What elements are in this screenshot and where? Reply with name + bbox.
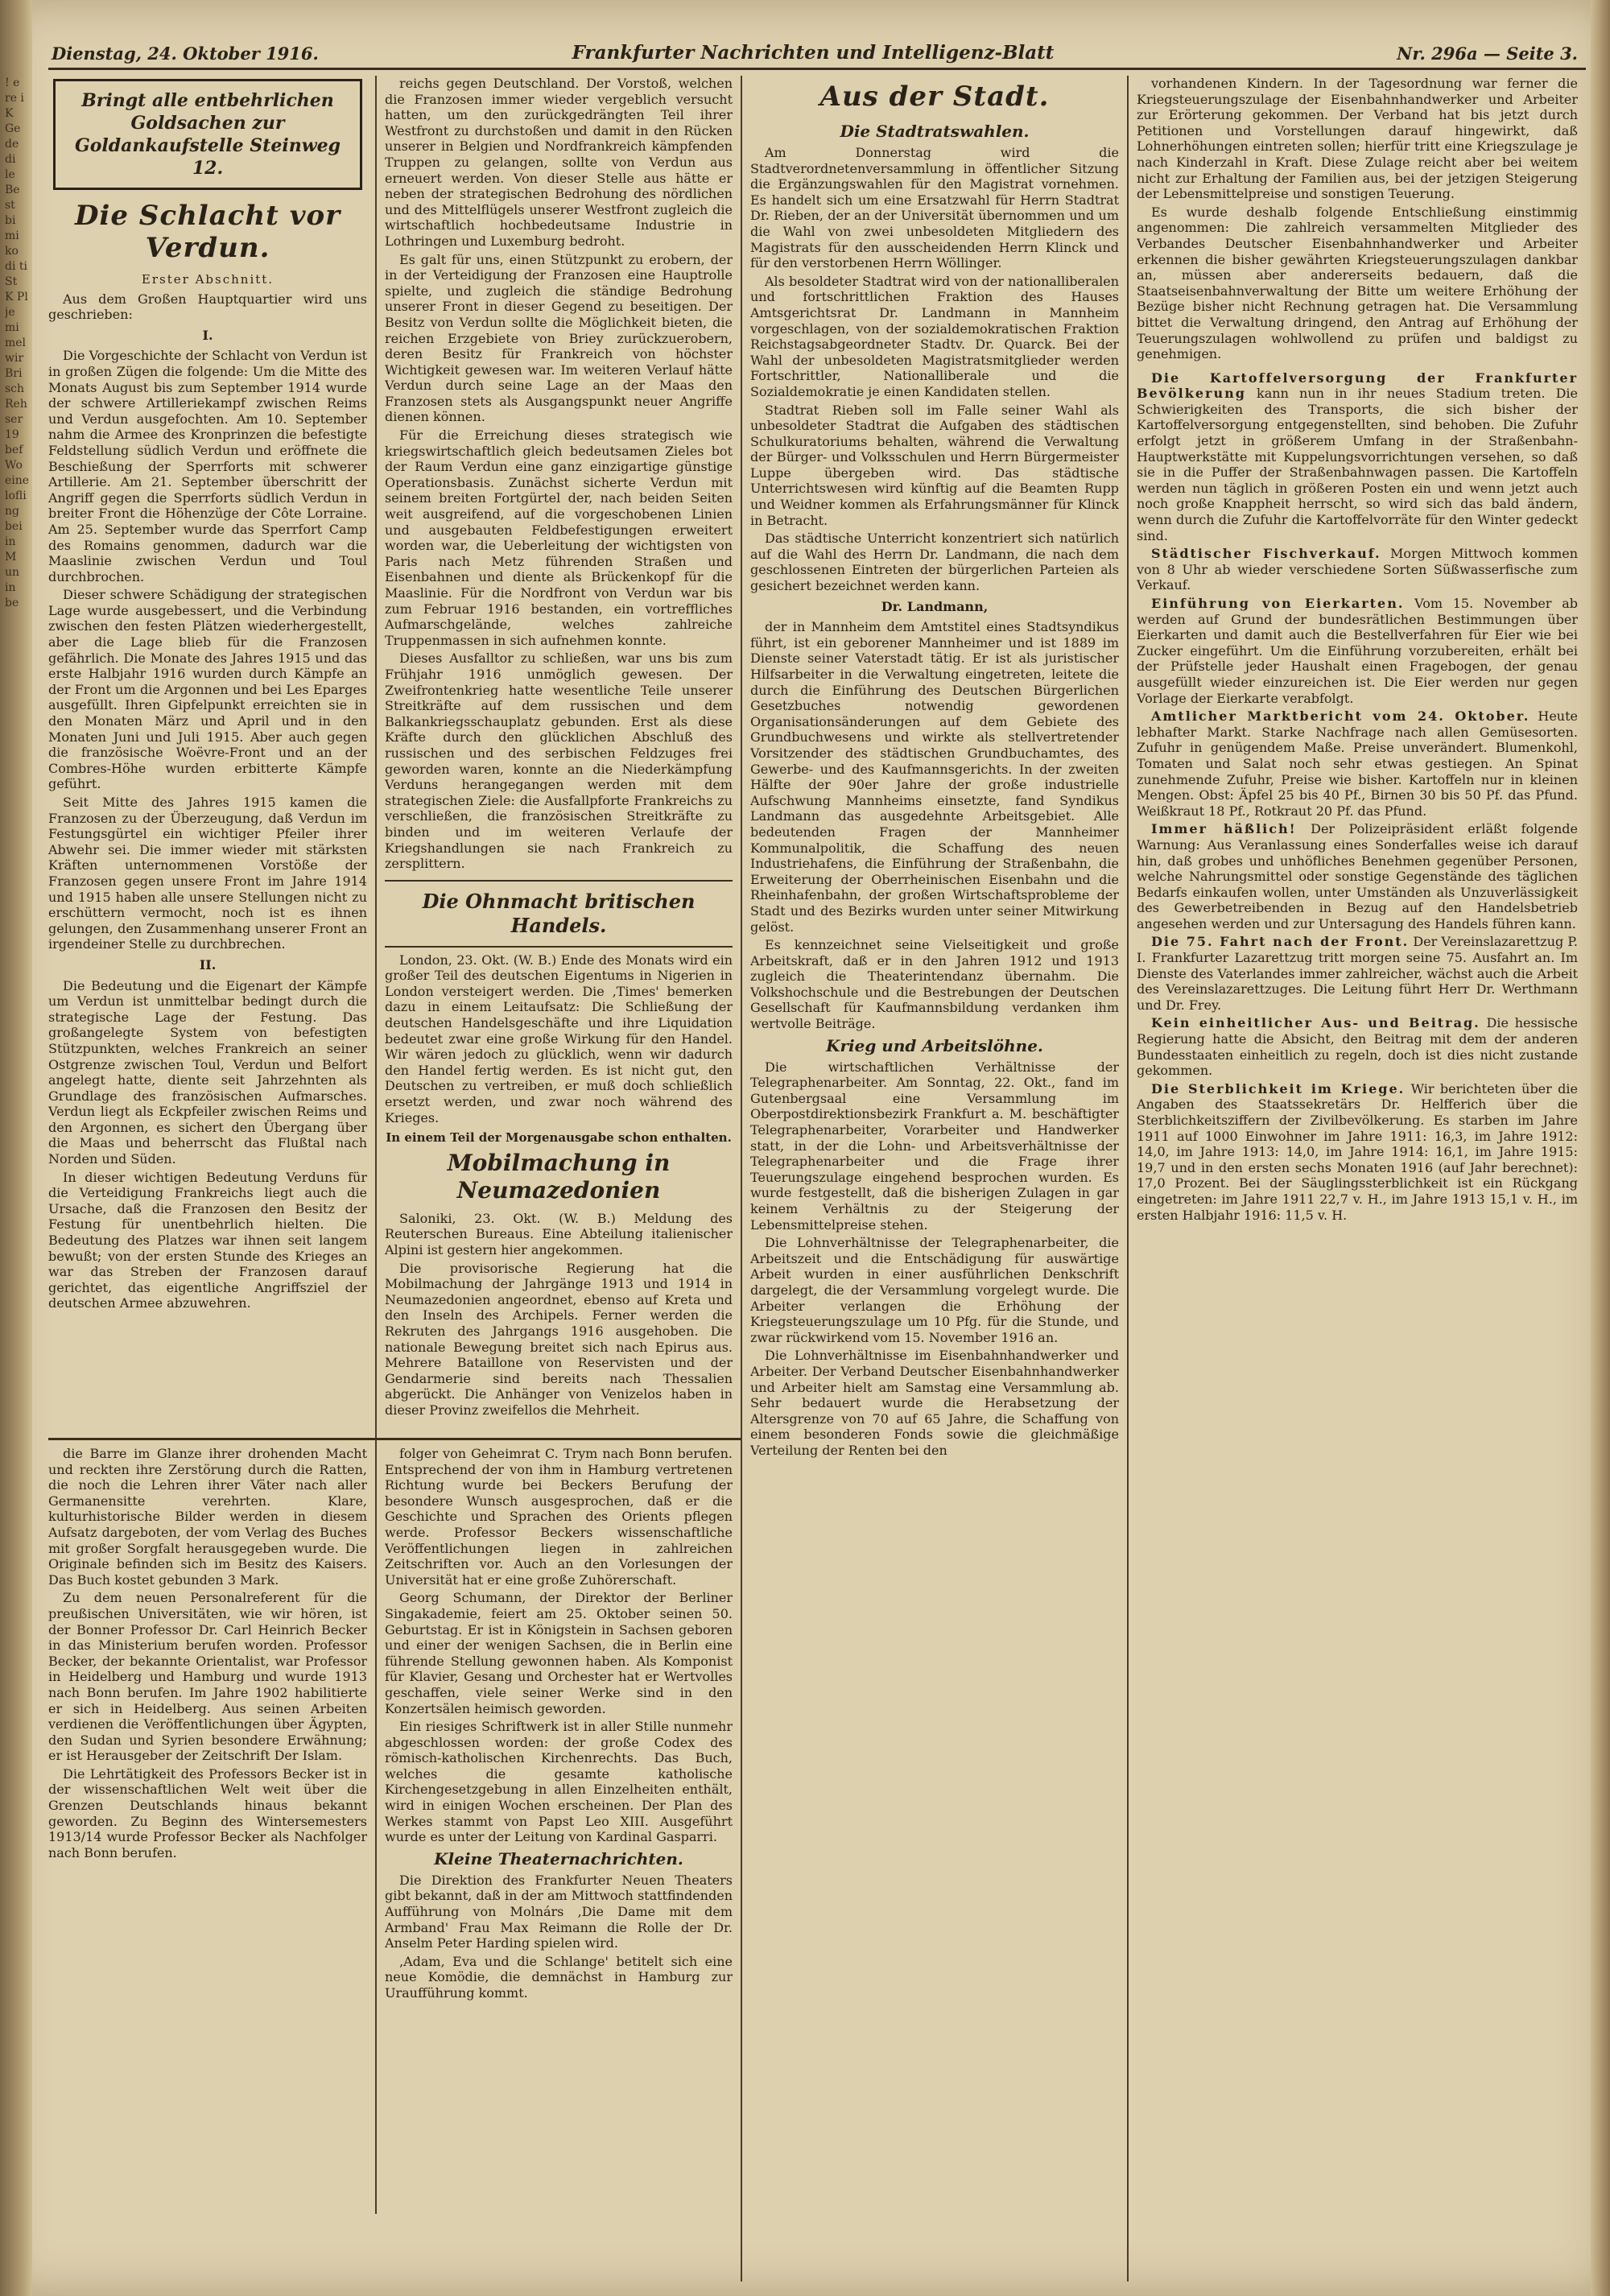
- masthead: Frankfurter Nachrichten und Intelligenz-Blatt: [572, 42, 1055, 64]
- local-paragraph: Der Polizeipräsident erläßt folgende Warnung: Aus Veranlassung eines Sonderfalles weise ich darauf hin, daß grobes und unhöfliches Benehmen gegenüber Personen, welche Nahrungsmittel oder sonstige Gegenstände des täglichen Bedarfs einkaufen wollen, unter Umständen als Unzuverlässigkeit des Gewerbetreibenden in Bezug auf den Handelsbetrieb angesehen werden und zur Untersagung des Handels führen kann.: [1137, 821, 1578, 931]
- british-trade-paragraph: London, 23. Okt. (W. B.) Ende des Monats wird ein großer Teil des deutschen Eigentums in Nigerien in London versteigert werden. Die ‚Times' bemerken dazu in einem Leitaufsatz: Die Schließung der deutschen Handelsgeschäfte und ihre Liquidation bedeutet zwar eine große Wirkung für den Handel. Wir wären jedoch zu glücklich, wenn wir dadurch den Handel fertig werden. Es ist nicht gut, den Deutschen zu vertreiben, er muß doch schließlich ersetzt werden, und zwar noch während des Krieges.: [385, 952, 733, 1125]
- city-paragraph: Als besoldeter Stadtrat wird von der nationalliberalen und fortschrittlichen Fraktion des Hauses Amtsgerichtsrat Dr. Landmann in Mannheim vorgeschlagen, von der sozialdemokratischen Fraktion Reichstagsabgeordneter Stadtv. Dr. Quarck. Bei der Wahl der unbesoldeten Magistratsmitglieder werden Fortschrittler, Nationalliberale und die Sozialdemokratie je einen Kandidaten stellen.: [750, 273, 1119, 399]
- local-paragraph: Es wurde deshalb folgende Entschließung einstimmig angenommen: Die zahlreich versammelten Mitglieder des Verbandes Deutscher Eisenbahnhandwerker und Arbeiter erkennen die bisher gewährten Kriegsteuerungszulagen dankbar an, müssen aber andererseits bedauern, daß die Staatseisenbahnverwaltung der Bitte um weitere Erhöhung der Bezüge bisher nicht Rechnung getragen hat. Die Versammlung bittet die Verwaltung dringend, den Antrag auf Erhöhung der Teuerungszulagen wohlwollend zu prüfen und baldigst zu genehmigen.: [1137, 204, 1578, 362]
- fish-subhead: Städtischer Fischverkauf.: [1151, 546, 1381, 562]
- verdun-paragraph: Die Bedeutung und die Eigenart der Kämpfe um Verdun ist unmittelbar bedingt durch die strategische Lage der Festung. Das großangelegte System von befestigten Stützpunkten, welches Frankreich an seiner Ostgrenze zwischen Toul, Verdun und Belfort angelegt hatte, diente seit Jahrzehnten als Grundlage des französischen Aufmarsches. Verdun liegt als Eckpfeiler zwischen Reims und den Argonnen, es sichert den Übergang über die Maas und beherrscht das Flußtal nach Norden und Süden.: [48, 977, 367, 1167]
- section-divider: [48, 1438, 741, 1440]
- ambulance-train-subhead: Die 75. Fahrt nach der Front.: [1151, 934, 1410, 950]
- feuilleton-paragraph: Zu dem neuen Personalreferent für die preußischen Universitäten, wie wir hören, ist der Bonner Professor Dr. Carl Heinrich Becker in das Ministerium berufen worden. Professor Becker, der bekannte Orientalist, war Professor in Heidelberg und Hamburg und wurde 1913 nach Bonn berufen. Im Jahre 1902 habilitierte er sich in Heidelberg. Aus seinen Arbeiten verdienen die Veröffentlichungen über Ägypten, den Sudan und Syrien besondere Erwähnung; er ist Herausgeber der Zeitschrift Der Islam.: [48, 1590, 367, 1764]
- column-4: [1137, 76, 1578, 2209]
- wages-paragraph: Die wirtschaftlichen Verhältnisse der Telegraphenarbeiter. Am Sonntag, 22. Okt., fand im Gutenbergsaal eine Versammlung im Oberpostdirektionsbezirk Frankfurt a. M. beschäftigter Telegraphenarbeiter, Vorarbeiter und Handwerker statt, in der die Lohn- und Arbeitsverhältnisse der Telegraphenarbeiter und die Frage ihrer Teuerungszulage eingehend besprochen wurden. Es wurde festgestellt, daß die bisherigen Zulagen in gar keinem Verhältnis zu der Steigerung der Lebensmittelpreise stehen.: [750, 1059, 1119, 1233]
- theater-paragraph: Die Direktion des Frankfurter Neuen Theaters gibt bekannt, daß in der am Mittwoch stattfindenden Aufführung von Molnárs ‚Die Dame mit dem Armband' Frau Max Reimann die Rolle der Dr. Anselm Peter Harding spielen wird.: [385, 1872, 733, 1951]
- verdun-intro: Aus dem Großen Hauptquartier wird uns geschrieben:: [48, 291, 367, 323]
- city-paragraph: Es kennzeichnet seine Vielseitigkeit und große Arbeitskraft, daß er in den Jahren 1912 und 1913 zugleich die Theaterintendanz übernahm. Die Volkshochschule und die Bestrebungen der Deutschen Gesellschaft für Kaufmannsbildung verdanken ihm wertvolle Beiträge.: [750, 937, 1119, 1032]
- verdun-paragraph: Die Vorgeschichte der Schlacht von Verdun ist in großen Zügen die folgende: Um die Mitte des Monats August bis zum September 1914 wurde der schwere Artilleriekampf zwischen Reims und Verdun ausgefochten. Am 10. September nahm die Armee des Kronprinzen die befestigte Feldstellung südlich Verdun und eröffnete die Beschießung der Sperrforts mit schwerer Artillerie. Am 21. September überschritt der Angriff gegen die Sperrforts südlich Verdun in breiter Front die Höhenzüge der Côte Lorraine. Am 25. September wurde das Sperrfort Camp des Romains genommen, dadurch war die Maaslinie zwischen Verdun und Toul durchbrochen.: [48, 348, 367, 584]
- column-2: [385, 76, 733, 1436]
- column-rule: [375, 1441, 377, 2214]
- column-1: [48, 76, 367, 1436]
- local-paragraph: Heute lebhafter Markt. Starke Nachfrage nach allen Gemüsesorten. Zufuhr in genügendem Maße. Preise unverändert. Blumenkohl, Tomaten und Salat noch sehr etwas gestiegen. An Spinat zunehmende Zufuhr, Preise wie bisher. Kartoffeln nur in kleinen Mengen. Obst: Äpfel 25 bis 40 Pf., Birnen 30 bis 50 Pf. das Pfund. Weißkraut 18 Pf., Rotkraut 20 Pf. das Pfund.: [1137, 708, 1578, 819]
- potato-subhead: Die Kartoffelversorgung der Frankfurter Bevölkerung: [1137, 370, 1578, 402]
- theater-paragraph: ‚Adam, Eva und die Schlange' betitelt sich eine neue Komödie, die demnächst in Hamburg zur Uraufführung kommt.: [385, 1953, 733, 2001]
- feuilleton-paragraph: Ein riesiges Schriftwerk ist in aller Stille nunmehr abgeschlossen worden: der große Codex des römisch-katholischen Kirchenrechts. Das Buch, welches die gesamte katholische Kirchengesetzgebung in allen Einzelheiten enthält, wird in einigen Wochen erscheinen. Der Plan des Werkes stammt von Papst Leo XIII. Ausgeführt wurde es unter der Leitung von Kardinal Gasparri.: [385, 1719, 733, 1845]
- contribution-subhead: Kein einheitlicher Aus- und Beitrag.: [1151, 1015, 1480, 1031]
- column-rule: [1127, 76, 1129, 2282]
- verdun-paragraph: Dieser schwere Schädigung der strategischen Lage wurde ausgebessert, und die Verbindung zwischen den festen Plätzen wiederhergestellt, aber die Lage blieb für die Franzosen gefährlich. Die Monate des Jahres 1915 und das erste Halbjahr 1916 wurden durch Kämpfe an der Front um die Argonnen und bei Les Eparges ausgefüllt. Ihren Gipfelpunkt erreichten sie in den Monaten März und April und in den Monaten Juni und Juli 1915. Aber auch gegen die französische Woëvre-Front und an der Combres-Höhe wurden erbitterte Kämpfe geführt.: [48, 587, 367, 792]
- verdun-paragraph: reichs gegen Deutschland. Der Vorstoß, welchen die Franzosen immer wieder vergeblich versucht hatten, um den zurückgedrängten Teil ihrer Westfront zu durchstoßen und damit in den Rücken unserer in Belgien und Nordfrankreich kämpfenden Truppen zu gelangen, sollte von Verdun aus erneuert werden. Von dieser Stelle aus hätte er neben der strategischen Bedrohung des nördlichen und des Mittelflügels unserer Westfront zugleich die wirtschaftlich hochbedeutsame Industrie in Lothringen und Luxemburg bedroht.: [385, 76, 733, 249]
- wages-paragraph: Die Lohnverhältnisse der Telegraphenarbeiter, die Arbeitszeit und die Entschädigung für auswärtige Arbeit wurden in einer ausführlichen Denkschrift dargelegt, die der Versammlung vorgelegt wurde. Die Arbeiter verlangen die Erhöhung der Kriegsteuerungszulage um 10 Pfg. für die Stunde, und zwar rückwirkend vom 15. November 1916 an.: [750, 1235, 1119, 1345]
- city-paragraph: Am Donnerstag wird die Stadtverordnetenversammlung in öffentlicher Sitzung die Ergänzungswahlen für den Magistrat vornehmen. Es handelt sich um eine Ersatzwahl für Herrn Stadtrat Dr. Rieben, der an der Universität übernommen und um die Wahl von zwei unbesoldeten Mitgliedern des Magistrats für den ausscheidenden Herrn Klinck und für den verstorbenen Herrn Wöllinger.: [750, 145, 1119, 271]
- city-paragraph: Das städtische Unterricht konzentriert sich natürlich auf die Wahl des Herrn Dr. Landmann, die nach dem geschlossenen Eintreten der bürgerlichen Parteien als gesichert bezeichnet werden kann.: [750, 531, 1119, 594]
- wages-paragraph: Die Lohnverhältnisse im Eisenbahnhandwerker und Arbeiter. Der Verband Deutscher Eisenbahnhandwerker und Arbeiter hielt am Samstag eine Versammlung ab. Sehr bedauert wurde die Herabsetzung der Altersgrenze von 70 auf 65 Jahre, die Schaffung von einem besonderen Fonds sowie die gleichmäßige Verteilung der Renten bei den: [750, 1348, 1119, 1458]
- gold-collection-ad: Bringt alle entbehrlichen Goldsachen zur Goldankaufstelle Steinweg 12.: [53, 79, 362, 190]
- mobilization-paragraph: Die provisorische Regierung hat die Mobilmachung der Jahrgänge 1913 und 1914 in Neumazedonien angeordnet, ebenso auf Kreta und den Inseln des Archipels. Ferner werden die Rekruten des Jahrgangs 1916 ausgehoben. Die nationale Bewegung breitet sich nach Epirus aus. Mehrere Bataillone von Reservisten und der Gendarmerie sind bereits nach Thessalien abgerückt. Die Anhänger von Venizelos haben in dieser Provinz zweifellos die Mehrheit.: [385, 1260, 733, 1418]
- mobilization-headline: Mobilmachung in Neumazedonien: [447, 1149, 671, 1204]
- page-header: [48, 40, 1586, 70]
- local-paragraph: Vom 15. November ab werden auf Grund der bundesrätlichen Bestimmungen über Eierkarten und damit auch die Bestellverfahren für Eier wie bei Zucker eingeführt. Um die Einführung vorzubereiten, erhält bei der Prüfstelle jeder Haushalt einen Fragebogen, der genau ausgefüllt wieder einzureichen ist. Die Eier werden nur gegen Vorlage der Eierkarte verabfolgt.: [1137, 596, 1578, 706]
- local-paragraph: vorhandenen Kindern. In der Tagesordnung war ferner die Kriegsteuerungszulage der Eisenbahnhandwerker und Arbeiter zur Erörterung gekommen. Der Verband hat bis jetzt durch Petitionen und Vorstellungen darauf hingewirkt, daß Lohnerhöhungen eintreten sollen; hierfür tritt eine Kriegszulage je nach Kinderzahl in Kraft. Diese Zulage reicht aber bei weitem nicht zur Erhaltung der Familien aus, bei der jetzigen Steigerung der Lebensmittelpreise und sonstigen Teuerung.: [1137, 76, 1578, 202]
- column-rule: [741, 76, 742, 2282]
- landmann-subhead: Dr. Landmann,: [881, 598, 989, 614]
- feuilleton-paragraph: folger von Geheimrat C. Trym nach Bonn berufen. Entsprechend der von ihm in Hamburg vertretenen Richtung wurde bei Beckers Berufung der besondere Wunsch ausgesprochen, daß er die Geschichte und Sprachen des Orients pflegen werde. Professor Beckers wissenschaftliche Veröffentlichungen liegen in zahlreichen Zeitschriften vor. Auch an den Vorlesungen der Universität hat er eine große Zuhörerschaft.: [385, 1446, 733, 1588]
- feuilleton-paragraph: Die Lehrtätigkeit des Professors Becker ist in der wissenschaftlichen Welt weit über die Grenzen Deutschlands hinaus bekannt geworden. Zu Beginn des Wintersemesters 1913/14 wurde Professor Becker als Nachfolger nach Bonn berufen.: [48, 1765, 367, 1860]
- market-report-subhead: Amtlicher Marktbericht vom 24. Oktober.: [1151, 708, 1530, 725]
- verdun-paragraph: Für die Erreichung dieses strategisch wie kriegswirtschaftlich gleich bedeutsamen Zieles bot der Raum Verdun eine ganz einzigartige günstige Operationsbasis. Zunächst sicherte Verdun mit seinem breiten Fortgürtel der, nach beiden Seiten weit ausgreifend, auf die vorgeschobenen Linien und ausgebauten Feldbefestigungen erweitert worden war, die Ueberleitung der wichtigsten von Paris nach Metz führenden Straßen und Eisenbahnen und diente als Brückenkopf für die Maaslinie. Für die Nordfront von Verdun war bis zum Februar 1916 bestanden, ein vortreffliches Aufmarschgelände, welches zahlreiche Truppenmassen in sich aufnehmen konnte.: [385, 427, 733, 648]
- edition-note: In einem Teil der Morgenausgabe schon enthalten.: [386, 1130, 732, 1146]
- verdun-part-1: I.: [202, 327, 213, 343]
- feuilleton-paragraph: die Barre im Glanze ihrer drohenden Macht und reckten ihre Zerstörung durch die Ratten, die noch die Lehren ihrer Väter nach aller Germanensitte verehrten. Klare, kulturhistorische Bilder werden in diesem Aufsatz dargeboten, der vom Verlag des Buches mit großer Sorgfalt herausgegeben wurde. Die Originale befinden sich im Besitz des Kaisers. Das Buch kostet gebunden 3 Mark.: [48, 1446, 367, 1588]
- local-paragraph: Wir berichteten über die Angaben des Staatssekretärs Dr. Helfferich über die Sterblichkeitsziffern der Zivilbevölkerung. Es starben im Jahre 1911 auf 1000 Einwohner im Jahre 1911: 16,3, im Jahre 1912: 14,0, im Jahre 1913: 14,0, im Jahre 1914: 16,1, im Jahre 1915: 19,7 und in den ersten sechs Monaten 1916 (auf Jahr berechnet): 17,0 Prozent. Bei der Säuglingssterblichkeit ist ein Rückgang eingetreten: im Jahre 1911 22,7 v. H., im Jahre 1913 15,1 v. H., im ersten Halbjahr 1916: 11,5 v. H.: [1137, 1080, 1578, 1223]
- issue-number: Nr. 296a — Seite 3.: [1397, 43, 1578, 64]
- city-news-headline: Aus der Stadt.: [819, 81, 1050, 113]
- previous-page-fragment: ! e re i K Ge de di le Be st bi mi ko di ti St K Pl je mi mel wir Bri sch Reh ser 19 bef Wo eine lofli ng bei in M un in be: [5, 76, 29, 609]
- local-paragraph: Der Vereinslazarettzug P. I. Frankfurter Lazarettzug tritt morgen seine 75. Ausfahrt an. Im Dienste des Vaterlandes immer zahlreicher, wächst auch die Arbeit des Vereinslazarettzuges. Die Leitung führt Herr Dr. Werthmann und Dr. Frey.: [1137, 934, 1578, 1013]
- theater-headline: Kleine Theaternachrichten.: [434, 1848, 683, 1869]
- local-paragraph: Die hessische Regierung hatte die Absicht, den Beitrag mit dem der anderen Bundesstaaten einheitlich zu regeln, doch ist dies nicht zustande gekommen.: [1137, 1015, 1578, 1079]
- warning-subhead: Immer häßlich!: [1151, 821, 1297, 837]
- wages-headline: Krieg und Arbeitslöhne.: [826, 1035, 1043, 1055]
- feuilleton-column-2: [385, 1446, 733, 2211]
- verdun-paragraph: Seit Mitte des Jahres 1915 kamen die Franzosen zu der Überzeugung, daß Verdun im Festungsgürtel ein wichtiger Pfeiler ihrer Abwehr sei. Die immer wieder mit stärksten Kräften unternommenen Vorstöße der Franzosen gegen unsere Front im Jahre 1914 und 1915 haben alle unsere Stellungen nicht zu erschüttern vermocht, noch ist es ihnen gelungen, den Zusammenhang unserer Front an irgendeiner Stelle zu durchbrechen.: [48, 795, 367, 952]
- local-paragraph: kann nun in ihr neues Stadium treten. Die Schwierigkeiten des Transports, die sich bisher der Kartoffelversorgung entgegenstellten, sind behoben. Die Zufuhr erfolgt jetzt in größerem Umfang in der Straßenbahn-Hauptwerkstätte mit Kuppelungsvorrichtungen versehen, so daß sie in die Puffer der Straßenbahnwagen passen. Die Kartoffeln werden nun täglich in größeren Posten ein und wenn jetzt auch noch große Knappheit herrscht, so wird sich das bald ändern, wenn durch die Zufuhr die Kartoffelvorräte für den Winter gedeckt sind.: [1137, 386, 1578, 543]
- column-3: [750, 76, 1119, 2209]
- verdun-paragraph: In dieser wichtigen Bedeutung Verduns für die Verteidigung Frankreichs liegt auch die Ursache, daß die Franzosen den Besitz der Festung für unentbehrlich hielten. Die Bedeutung des Platzes war ihnen seit langem bewußt; von der ersten Stunde des Krieges an war das Streben der Franzosen darauf gerichtet, das eigentliche Angriffsziel der deutschen Armee abzuwehren.: [48, 1169, 367, 1311]
- issue-date: Dienstag, 24. Oktober 1916.: [52, 43, 319, 64]
- mobilization-paragraph: Saloniki, 23. Okt. (W. B.) Meldung des Reuterschen Bureaus. Eine Abteilung italienischer Alpini ist gestern hier angekommen.: [385, 1210, 733, 1257]
- verdun-part-2: II.: [199, 956, 217, 972]
- feuilleton-paragraph: Georg Schumann, der Direktor der Berliner Singakademie, feiert am 25. Oktober seinen 50. Geburtstag. Er ist in Königstein in Sachsen geboren und einer der wenigen Sachsen, die in Berlin eine führende Stellung gewonnen haben. Als Komponist für Klavier, Gesang und Orchester hat er Wertvolles geschaffen, viele seiner Werke sind in den Konzertsälen heimisch geworden.: [385, 1590, 733, 1716]
- verdun-paragraph: Dieses Ausfalltor zu schließen, war uns bis zum Frühjahr 1916 unmöglich gewesen. Der Zweifrontenkrieg hatte wesentliche Teile unserer Streitkräfte auf dem russischen und dem Balkankriegsschauplatz gebunden. Erst als diese Kräfte durch den glücklichen Abschluß des russischen und des serbischen Feldzuges frei geworden waren, konnte an die Niederkämpfung Verduns herangegangen werden mit dem strategischen Ziele: die Ausfallpforte Frankreichs zu verschließen, die französischen Streitkräfte zu binden und im weiteren Verlaufe der Kriegshandlungen sie nach Frankreich zu zersplittern.: [385, 650, 733, 872]
- trade-article-head: [385, 880, 733, 948]
- verdun-headline: Die Schlacht vor Verdun.: [74, 200, 341, 264]
- verdun-paragraph: Es galt für uns, einen Stützpunkt zu erobern, der in der Verteidigung der Franzosen eine Hauptrolle spielte, und zugleich die ständige Bedrohung unserer Front in dieser Gegend zu beseitigen. Der Besitz von Verdun sollte die Möglichkeit bieten, die reichen Erzgebiete von Briey zurückzuerobern, deren Besitz für Frankreich von höchster Wichtigkeit gewesen war. Im weiteren Verlauf hätte Verdun durch seine Lage an der Maas den Franzosen stets als Ausgangspunkt neuer Angriffe dienen können.: [385, 251, 733, 425]
- mortality-subhead: Die Sterblichkeit im Kriege.: [1151, 1080, 1406, 1096]
- council-elections-headline: Die Stadtratswahlen.: [840, 122, 1030, 141]
- feuilleton-column-1: [48, 1446, 367, 2211]
- local-paragraph: Morgen Mittwoch kommen von 8 Uhr ab wieder verschiedene Sorten Süßwasserfische zum Verkauf.: [1137, 546, 1578, 593]
- verdun-section: Erster Abschnitt.: [141, 272, 275, 287]
- city-paragraph: der in Mannheim dem Amtstitel eines Stadtsyndikus führt, ist ein geborener Mannheimer und ist 1889 im Dienste seiner Vaterstadt tätig. Er ist als juristischer Hilfsarbeiter in die Verwaltung eingetreten, leitete die durch die Einführung des Deutschen Bürgerlichen Gesetzbuches notwendig gewordenen Organisationsänderungen auf dem Gebiete des Grundbuchwesens und wirkte als stellvertretender Vorsitzender des städtischen Grundbuchamtes, des Gewerbe- und des Kaufmannsgerichts. In der zweiten Hälfte der 90er Jahre der große industrielle Aufschwung Mannheims einsetzte, fand Syndikus Landmann das ausgedehnte Arbeitsgebiet. Alle bedeutenden Fragen der Mannheimer Kommunalpolitik, die Schaffung des neuen Industriehafens, die Einführung der Straßenbahn, die Erweiterung der Oberrheinischen Eisenbahn und die Rheinhafenbahn, der großen Wirtschaftsprobleme der Stadt und des Bezirks wurden unter seiner Mitwirkung gelöst.: [750, 619, 1119, 935]
- page-right-edge: [1591, 0, 1610, 2296]
- british-trade-headline: Die Ohnmacht britischen Handels.: [422, 889, 696, 937]
- egg-card-subhead: Einführung von Eierkarten.: [1151, 596, 1405, 611]
- city-paragraph: Stadtrat Rieben soll im Falle seiner Wahl als unbesoldeter Stadtrat die Aufgaben des städtischen Schulkuratoriums behalten, während die Verwaltung der Bürger- und Volksschulen und Herrn Bürgermeister Luppe übergeben wird. Das städtische Unterrichtswesen wird künftig auf die Beamten Rupp und Weidner kommen als Erfahrungsmänner für Klinck in Betracht.: [750, 402, 1119, 528]
